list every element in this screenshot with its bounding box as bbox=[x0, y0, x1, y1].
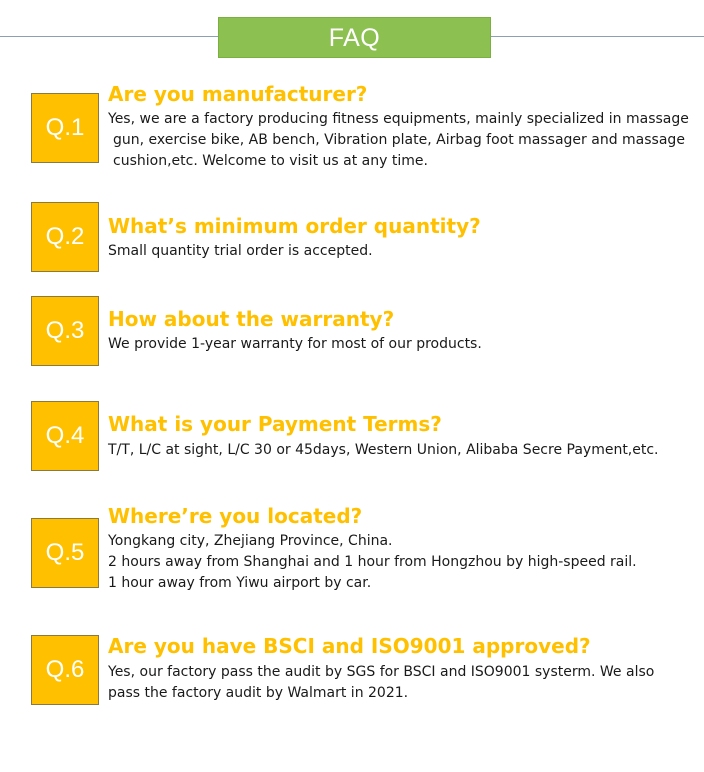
question-badge: Q.5 bbox=[31, 518, 99, 588]
answer-line: Yes, we are a factory producing fitness equipments, mainly specialized in massage bbox=[108, 111, 689, 127]
question-title: What is your Payment Terms? bbox=[108, 412, 442, 436]
answer-line: pass the factory audit by Walmart in 2021. bbox=[108, 685, 409, 701]
answer-line: 1 hour away from Yiwu airport by car. bbox=[108, 575, 372, 591]
question-title: Are you manufacturer? bbox=[108, 82, 368, 106]
question-title: Are you have BSCI and ISO9001 approved? bbox=[108, 634, 591, 658]
faq-header-title: FAQ bbox=[218, 17, 491, 58]
answer-line: Small quantity trial order is accepted. bbox=[108, 243, 373, 259]
question-badge: Q.3 bbox=[31, 296, 99, 366]
answer-line: gun, exercise bike, AB bench, Vibration plate, Airbag foot massager and massage bbox=[113, 132, 685, 148]
question-badge: Q.2 bbox=[31, 202, 99, 272]
answer-text bbox=[108, 109, 693, 172]
answer-text bbox=[108, 241, 693, 262]
question-badge: Q.6 bbox=[31, 635, 99, 705]
answer-text bbox=[108, 334, 693, 355]
question-title: What’s minimum order quantity? bbox=[108, 214, 481, 238]
answer-line: 2 hours away from Shanghai and 1 hour from Hongzhou by high-speed rail. bbox=[108, 554, 637, 570]
question-title: Where’re you located? bbox=[108, 504, 363, 528]
question-title: How about the warranty? bbox=[108, 307, 395, 331]
answer-line: Yongkang city, Zhejiang Province, China. bbox=[108, 533, 393, 549]
answer-line: We provide 1-year warranty for most of our products. bbox=[108, 336, 482, 352]
answer-text bbox=[108, 440, 693, 461]
question-badge: Q.4 bbox=[31, 401, 99, 471]
answer-line: cushion,etc. Welcome to visit us at any time. bbox=[113, 153, 428, 169]
answer-text bbox=[108, 662, 693, 704]
answer-line: Yes, our factory pass the audit by SGS for BSCI and ISO9001 systerm. We also bbox=[108, 664, 655, 680]
answer-line: T/T, L/C at sight, L/C 30 or 45days, Western Union, Alibaba Secre Payment,etc. bbox=[108, 442, 659, 458]
question-badge: Q.1 bbox=[31, 93, 99, 163]
answer-text bbox=[108, 531, 693, 594]
